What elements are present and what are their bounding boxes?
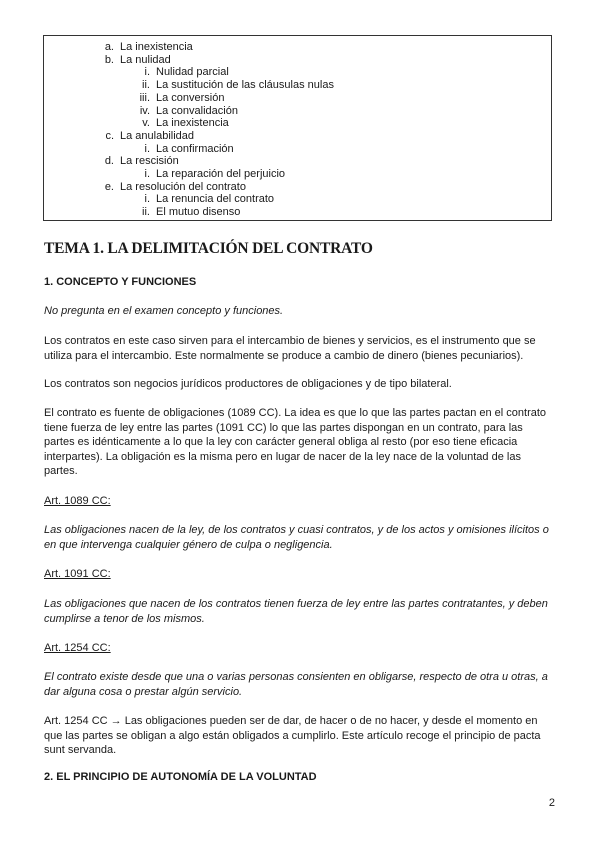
article-1254-text: El contrato existe desde que una o varias personas consienten en obligarse, respecto de otra u otras, a dar alguna cosa o prestar algún servicio. [44,671,548,698]
outline-item [142,206,241,219]
outline-text: La inexistencia [120,41,193,53]
outline-item [144,142,234,156]
outline-text: La reparación del perjuicio [156,168,286,180]
outline-item [104,155,179,168]
paragraph-fuente-obligaciones: El contrato es fuente de obligaciones (1089 CC). La idea es que lo que las partes pactan en el contrato tiene fuerza de ley entre las partes (1091 CC) lo que las partes dispongan en un contrato, para las partes es idénticamente a lo que la ley con carácter general obliga al resto (por eso tiene eficacia interpartes). La obligación es la misma pero en lugar de nacer de la ley nace de la voluntad de las partes. [44,407,547,478]
outline-text: La sustitución de las cláusulas nulas [156,79,334,92]
outline-text: La conversión [156,91,225,104]
page-number: 2 [548,797,555,809]
outline-marker: c. [105,129,114,142]
section-heading-autonomia: 2. EL PRINCIPIO DE AUTONOMÍA DE LA VOLUNTAD [44,771,317,783]
outline-item [144,66,229,79]
outline-marker: b. [104,53,114,66]
outline-item [139,104,238,118]
article-1091-reference: Art. 1091 CC: [44,568,111,580]
outline-marker: i. [144,168,150,180]
outline-item [105,129,195,143]
outline-text: La inexistencia [156,117,229,130]
outline-marker: i. [144,142,150,155]
outline-marker: ii. [142,206,150,219]
outline-marker: v. [142,117,150,130]
paragraph-negocios-juridicos: Los contratos son negocios jurídicos productores de obligaciones y de tipo bilateral. [44,378,452,390]
outline-text: La anulabilidad [120,129,195,142]
outline-marker: a. [104,41,114,53]
outline-text: La renuncia del contrato [156,193,275,206]
outline-item [104,180,246,194]
outline-marker: iv. [139,104,150,117]
outline-item [144,193,275,206]
article-1089-reference: Art. 1089 CC: [44,495,111,507]
outline-text: La confirmación [156,142,234,155]
outline-item [139,91,225,105]
outline-item [142,117,229,130]
paragraph-pacta-sunt-servanda: Art. 1254 CC → Las obligaciones pueden ser de dar, de hacer o de no hacer, y desde el momento en que las partes se obligan a algo están obligados a cumplirlo. Este artículo recoge el principio de pacta sunt servanda. [44,715,541,757]
outline-text: La resolución del contrato [120,180,246,193]
outline-item [142,79,334,92]
article-1089-text: Las obligaciones nacen de la ley, de los contratos y cuasi contratos, y de los actos y omisiones ilícitos o en que intervenga cualquier género de culpa o negligencia. [44,524,549,551]
outline-marker: e. [104,180,114,193]
article-1254-reference: Art. 1254 CC: [44,642,111,654]
chapter-title: TEMA 1. LA DELIMITACIÓN DEL CONTRATO [44,240,373,257]
article-1091-text: Las obligaciones que nacen de los contratos tienen fuerza de ley entre las partes contratantes, y deben cumplirse a tenor de los mismos. [44,598,548,625]
outline-marker: i. [144,66,150,79]
outline-item [104,53,171,67]
outline-marker: ii. [142,79,150,92]
outline-text: La convalidación [156,104,238,117]
outline-box [43,35,552,221]
outline-marker: iii. [139,91,150,104]
outline-item [104,41,193,54]
outline-text: Nulidad parcial [156,66,229,79]
outline-text: La nulidad [120,53,171,66]
exam-note: No pregunta en el examen concepto y funciones. [44,305,284,317]
outline-marker: i. [144,193,150,206]
outline-marker: d. [104,155,114,168]
paragraph-intercambio: Los contratos en este caso sirven para el intercambio de bienes y servicios, es el instrumento que se utiliza para el intercambio. Este normalmente se produce a cambio de dinero (bienes pecuniarios). [44,335,536,362]
outline-item [144,168,286,181]
outline-text: El mutuo disenso [156,206,241,219]
outline-text: La rescisión [120,155,179,168]
section-heading-concepto: 1. CONCEPTO Y FUNCIONES [44,276,197,288]
